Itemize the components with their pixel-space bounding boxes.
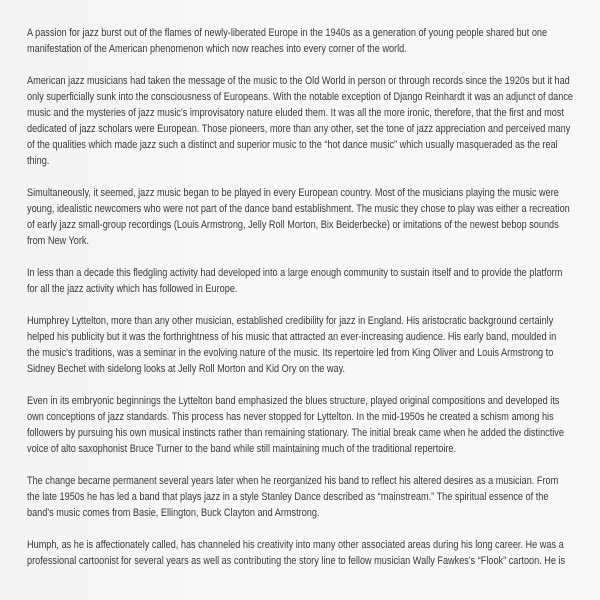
text-line: helped his publicity but it was the forthrightness of his music that attracted an ever-increasing audience. His early band, moulded in [27, 331, 557, 343]
text-line: thing. [27, 155, 50, 167]
text-line: from New York. [27, 235, 90, 247]
text-line: music and the mysteries of jazz music's improvisatory nature eluded them. It was all the more ironic, therefore, that the first and most [27, 107, 564, 119]
text-line: band's music comes from Basie, Ellington, Buck Clayton and Armstrong. [27, 507, 320, 519]
text-line: Sidney Bechet with sidelong looks at Jelly Roll Morton and Kid Ory on the way. [27, 363, 346, 375]
text-line: for all the jazz activity which has followed in Europe. [27, 283, 238, 295]
text-line: manifestation of the American phenomenon which now reaches into every corner of the world. [27, 43, 407, 55]
text-line: Simultaneously, it seemed, jazz music began to be played in every European country. Most of the musicians playing the music were [27, 187, 559, 199]
text-line: dedicated of jazz scholars were European. Those pioneers, more than any other, set the tone of jazz appreciation and perceived many [27, 123, 571, 135]
paragraph [27, 537, 587, 569]
text-line: Humphrey Lyttelton, more than any other musician, established credibility for jazz in England. His aristocratic background certainly [27, 315, 554, 327]
text-line: of the qualities which made jazz such a distinct and superior music to the “hot dance music” which usually masqueraded as the real [27, 139, 558, 151]
text-line: voice of alto saxophonist Bruce Turner to the band while still maintaining much of the traditional repertoire. [27, 443, 457, 455]
text-line: Humph, as he is affectionately called, has channeled his creativity into many other associated areas during his long career. He was a [27, 539, 564, 551]
paragraph [27, 393, 587, 457]
text-line: of early jazz small-group recordings (Louis Armstrong, Jelly Roll Morton, Bix Beiderbecke) or imitations of the newest bebop sounds [27, 219, 559, 231]
text-line: own conceptions of jazz standards. This process has never stopped for Lyttelton. In the mid-1950s he created a schism among his [27, 411, 554, 423]
paragraph [27, 473, 587, 521]
text-line: American jazz musicians had taken the message of the music to the Old World in person or through records since the 1920s but it had [27, 75, 570, 87]
text-line: only superficially sunk into the consciousness of Europeans. With the notable exception of Django Reinhardt it was an adjunct of dance [27, 91, 573, 103]
text-line: followers by pursuing his own musical instincts rather than remaining stationary. The initial break came when he added the distinctive [27, 427, 564, 439]
paragraph [27, 73, 587, 169]
text-line: professional cartoonist for several years as well as contributing the story line to fellow musician Wally Fawkes's “Flook” cartoon. He is [27, 555, 566, 567]
paragraph [27, 185, 587, 249]
text-line: A passion for jazz burst out of the flames of newly-liberated Europe in the 1940s as a generation of young people shared but one [27, 27, 548, 39]
text-line: the music's traditions, was a seminar in the evolving nature of the music. Its repertoire led from King Oliver and Louis Armstrong to [27, 347, 554, 359]
text-line: In less than a decade this fledgling activity had developed into a large enough community to sustain itself and to provide the platform [27, 267, 563, 279]
paragraph [27, 25, 587, 57]
paragraph [27, 313, 587, 377]
paragraph [27, 265, 587, 297]
text-line: Even in its embryonic beginnings the Lyttelton band emphasized the blues structure, played original compositions and developed its [27, 395, 560, 407]
text-line: the late 1950s he has led a band that plays jazz in a style Stanley Dance described as “mainstream.” The spiritual essence of the [27, 491, 549, 503]
body-text [27, 25, 587, 585]
text-line: The change became permanent several years later when he reorganized his band to reflect his altered desires as a musician. From [27, 475, 559, 487]
text-line: young, idealistic newcomers who were not part of the dance band establishment. The music they chose to play was either a recreation [27, 203, 570, 215]
